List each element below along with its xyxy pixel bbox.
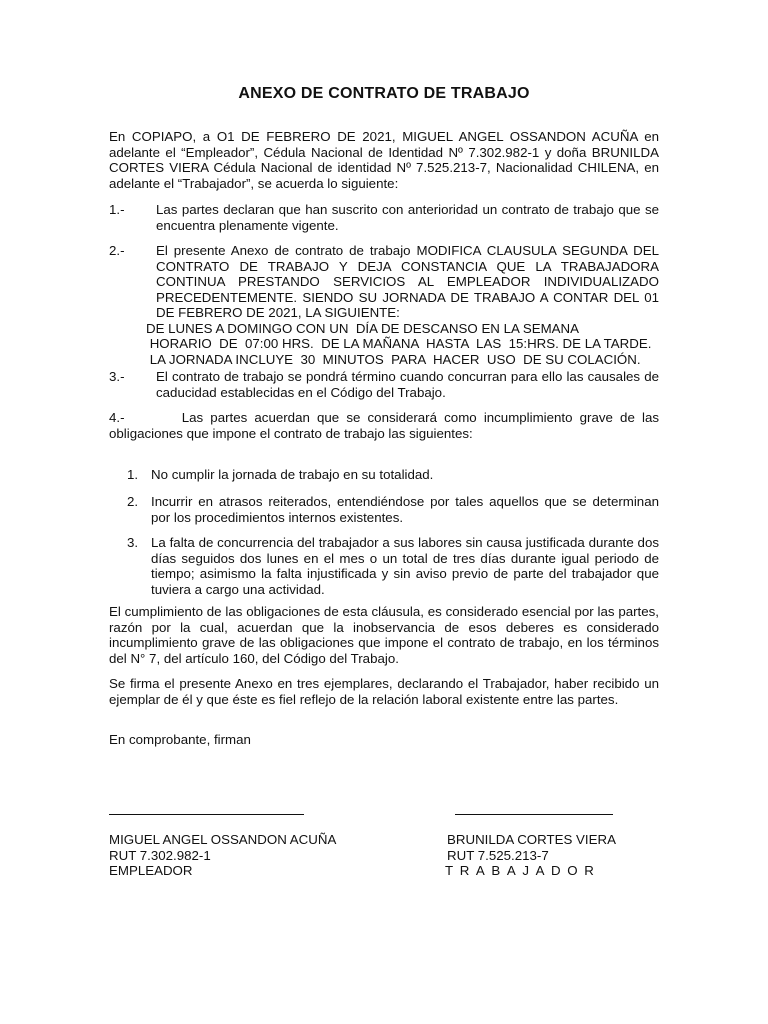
item-text: Incurrir en atrasos reiterados, entendiéndose por tales aquellos que se determinan por los procedimientos internos existentes.: [151, 494, 659, 525]
schedule-line: HORARIO DE 07:00 HRS. DE LA MAÑANA HASTA LAS 15:HRS. DE LA TARDE.: [146, 336, 652, 351]
clause-number: 4.-: [109, 410, 125, 425]
list-item: [127, 494, 659, 525]
clause-3: [109, 369, 659, 400]
clause-number: 1.-: [109, 202, 125, 217]
obligations-paragraph: El cumplimiento de las obligaciones de esta cláusula, es considerado esencial por las partes, razón por la cual, acuerdan que la inobservancia de esos deberes es considerado incumplimiento grave de las obligaciones que impone el contrato de trabajo, en los términos del N° 7, del artículo 160, del Código del Trabajo.: [109, 604, 659, 666]
employer-rut: RUT 7.302.982-1: [109, 847, 211, 863]
list-item: [127, 535, 659, 597]
clause-1: [109, 202, 659, 233]
employer-name: MIGUEL ANGEL OSSANDON ACUÑA: [109, 832, 337, 847]
clause-number: 2.-: [109, 243, 125, 258]
employer-signature-block: [109, 832, 336, 879]
worker-role: TRABAJADOR: [445, 863, 601, 878]
clause-4: [109, 410, 659, 441]
copies-paragraph: Se firma el presente Anexo en tres ejemplares, declarando el Trabajador, haber recibido un ejemplar de él y que éste es fiel reflejo de la relación laboral existente entre las partes.: [109, 676, 659, 707]
clause-text-wrap: [146, 243, 659, 367]
item-number: 2.: [127, 494, 139, 509]
worker-name: BRUNILDA CORTES VIERA: [447, 832, 616, 847]
item-number: 3.: [127, 535, 139, 550]
worker-rut: RUT 7.525.213-7: [447, 847, 549, 863]
worker-signature-block: [445, 832, 616, 879]
closing-text: En comprobante, firman: [109, 732, 251, 747]
item-number: 1.: [127, 467, 139, 482]
clause-text: El contrato de trabajo se pondrá término cuando concurran para ello las causales de caducidad establecidas en el Código del Trabajo.: [156, 369, 659, 400]
employer-role: EMPLEADOR: [109, 863, 193, 878]
intro-paragraph: En COPIAPO, a O1 DE FEBRERO DE 2021, MIGUEL ANGEL OSSANDON ACUÑA en adelante el “Empleador”, Cédula Nacional de Identidad Nº 7.302.982-1 y doña BRUNILDA CORTES VIERA Cédula Nacional de identidad Nº 7.525.213-7, Nacionalidad CHILENA, en adelante el “Trabajador”, se acuerda lo siguiente:: [109, 129, 659, 191]
work-schedule: [146, 321, 659, 368]
schedule-line: DE LUNES A DOMINGO CON UN DÍA DE DESCANSO EN LA SEMANA: [146, 320, 579, 336]
clause-number: 3.-: [109, 369, 125, 384]
schedule-line: LA JORNADA INCLUYE 30 MINUTOS PARA HACER USO DE SU COLACIÓN.: [146, 351, 641, 367]
worker-signature-line: [455, 814, 613, 815]
item-text: La falta de concurrencia del trabajador a sus labores sin causa justificada durante dos días seguidos dos lunes en el mes o un total de tres días durante igual periodo de tiempo; asimismo la falta injustificada y sin aviso previo de parte del trabajador que tuviera a cargo una actividad.: [151, 535, 659, 597]
clause-text: Las partes declaran que han suscrito con anterioridad un contrato de trabajo que se encuentra plenamente vigente.: [156, 202, 659, 233]
item-text: No cumplir la jornada de trabajo en su totalidad.: [151, 467, 434, 482]
employer-signature-line: [109, 814, 304, 815]
document-title: ANEXO DE CONTRATO DE TRABAJO: [238, 85, 530, 102]
clause-text: [109, 410, 659, 441]
clause-body: Las partes acuerdan que se considerará como incumplimiento grave de las obligaciones que impone el contrato de trabajo las siguientes:: [109, 410, 659, 441]
clause-text: El presente Anexo de contrato de trabajo MODIFICA CLAUSULA SEGUNDA DEL CONTRATO DE TRABAJO Y DEJA CONSTANCIA QUE LA TRABAJADORA CONTINUA PRESTANDO SERVICIOS AL EMPLEADOR INDIVIDUALIZADO PRECEDENTEMENTE. SIENDO SU JORNADA DE TRABAJO A CONTAR DEL 01 DE FEBRERO DE 2021, LA SIGUIENTE:: [156, 243, 659, 320]
clause-2: [109, 243, 659, 367]
list-item: [127, 467, 659, 483]
